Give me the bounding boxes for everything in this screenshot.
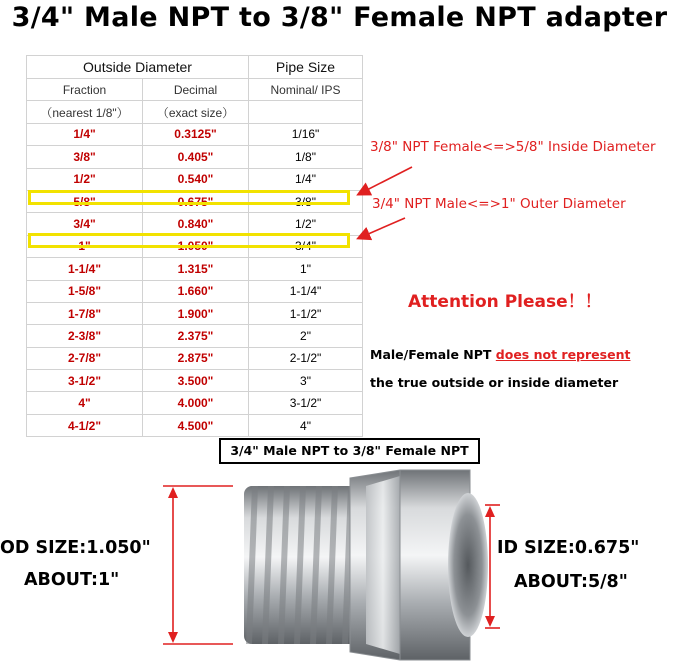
subheader-nominal: Nominal/ IPS bbox=[249, 79, 363, 101]
decimal-cell: 0.405" bbox=[143, 146, 249, 168]
header-pipe-size: Pipe Size bbox=[249, 56, 363, 79]
fraction-cell: 5/8" bbox=[27, 190, 143, 212]
nominal-cell: 3/4" bbox=[249, 235, 363, 257]
fraction-cell: 4" bbox=[27, 392, 143, 414]
od-about-label: ABOUT:1" bbox=[24, 570, 120, 590]
decimal-cell: 0.675" bbox=[143, 190, 249, 212]
nominal-cell: 1-1/2" bbox=[249, 302, 363, 324]
nominal-cell: 2-1/2" bbox=[249, 347, 363, 369]
decimal-cell: 1.315" bbox=[143, 258, 249, 280]
decimal-cell: 0.3125" bbox=[143, 123, 249, 145]
od-dimension-arrow bbox=[163, 486, 233, 644]
fraction-cell: 4-1/2" bbox=[27, 414, 143, 436]
subheader-decimal: Decimal bbox=[143, 79, 249, 101]
decimal-cell: 0.540" bbox=[143, 168, 249, 190]
decimal-cell: 3.500" bbox=[143, 370, 249, 392]
decimal-cell: 1.660" bbox=[143, 280, 249, 302]
nominal-cell: 4" bbox=[249, 414, 363, 436]
fraction-cell: 2-7/8" bbox=[27, 347, 143, 369]
decimal-cell: 2.875" bbox=[143, 347, 249, 369]
fraction-cell: 1" bbox=[27, 235, 143, 257]
note-line-2: the true outside or inside diameter bbox=[370, 375, 619, 390]
note-text: Male/Female NPT bbox=[370, 347, 496, 362]
fraction-cell: 3/8" bbox=[27, 146, 143, 168]
decimal-cell: 2.375" bbox=[143, 325, 249, 347]
decimal-cell: 4.000" bbox=[143, 392, 249, 414]
decimal-cell: 4.500" bbox=[143, 414, 249, 436]
hex-nut bbox=[350, 470, 488, 660]
fraction-cell: 3/4" bbox=[27, 213, 143, 235]
id-size-label: ID SIZE:0.675" bbox=[497, 538, 640, 558]
nominal-cell: 3-1/2" bbox=[249, 392, 363, 414]
nominal-cell: 1/2" bbox=[249, 213, 363, 235]
id-about-label: ABOUT:5/8" bbox=[514, 572, 628, 592]
note-emphasis: does not represent bbox=[495, 347, 631, 362]
nominal-cell: 3" bbox=[249, 370, 363, 392]
product-label: 3/4" Male NPT to 3/8" Female NPT bbox=[219, 438, 480, 464]
fraction-cell: 1/2" bbox=[27, 168, 143, 190]
nominal-cell: 1/8" bbox=[249, 146, 363, 168]
decimal-cell: 1.900" bbox=[143, 302, 249, 324]
decimal-cell: 1.050" bbox=[143, 235, 249, 257]
attention-heading: Attention Please！！ bbox=[408, 292, 602, 312]
fraction-cell: 1/4" bbox=[27, 123, 143, 145]
nominal-cell: 1" bbox=[249, 258, 363, 280]
fraction-cell: 3-1/2" bbox=[27, 370, 143, 392]
fraction-cell: 1-5/8" bbox=[27, 280, 143, 302]
nominal-cell: 1/4" bbox=[249, 168, 363, 190]
male-callout-text: 3/4" NPT Male<=>1" Outer Diameter bbox=[372, 196, 626, 212]
page-title: 3/4" Male NPT to 3/8" Female NPT adapter bbox=[11, 2, 668, 33]
nominal-cell: 1-1/4" bbox=[249, 280, 363, 302]
decimal-cell: 0.840" bbox=[143, 213, 249, 235]
female-callout-text: 3/8" NPT Female<=>5/8" Inside Diameter bbox=[370, 139, 656, 155]
od-size-label: OD SIZE:1.050" bbox=[0, 538, 151, 558]
fraction-cell: 2-3/8" bbox=[27, 325, 143, 347]
subheader-fraction: Fraction bbox=[27, 79, 143, 101]
fraction-cell: 1-1/4" bbox=[27, 258, 143, 280]
nominal-cell: 2" bbox=[249, 325, 363, 347]
subheader-fraction-note: （nearest 1/8"） bbox=[27, 101, 143, 123]
header-outside-diameter: Outside Diameter bbox=[27, 56, 249, 79]
inner-bore bbox=[448, 493, 488, 637]
subheader-decimal-note: （exact size） bbox=[143, 101, 249, 123]
threaded-body bbox=[244, 486, 364, 644]
nominal-cell: 3/8" bbox=[249, 190, 363, 212]
fraction-cell: 1-7/8" bbox=[27, 302, 143, 324]
nominal-cell: 1/16" bbox=[249, 123, 363, 145]
